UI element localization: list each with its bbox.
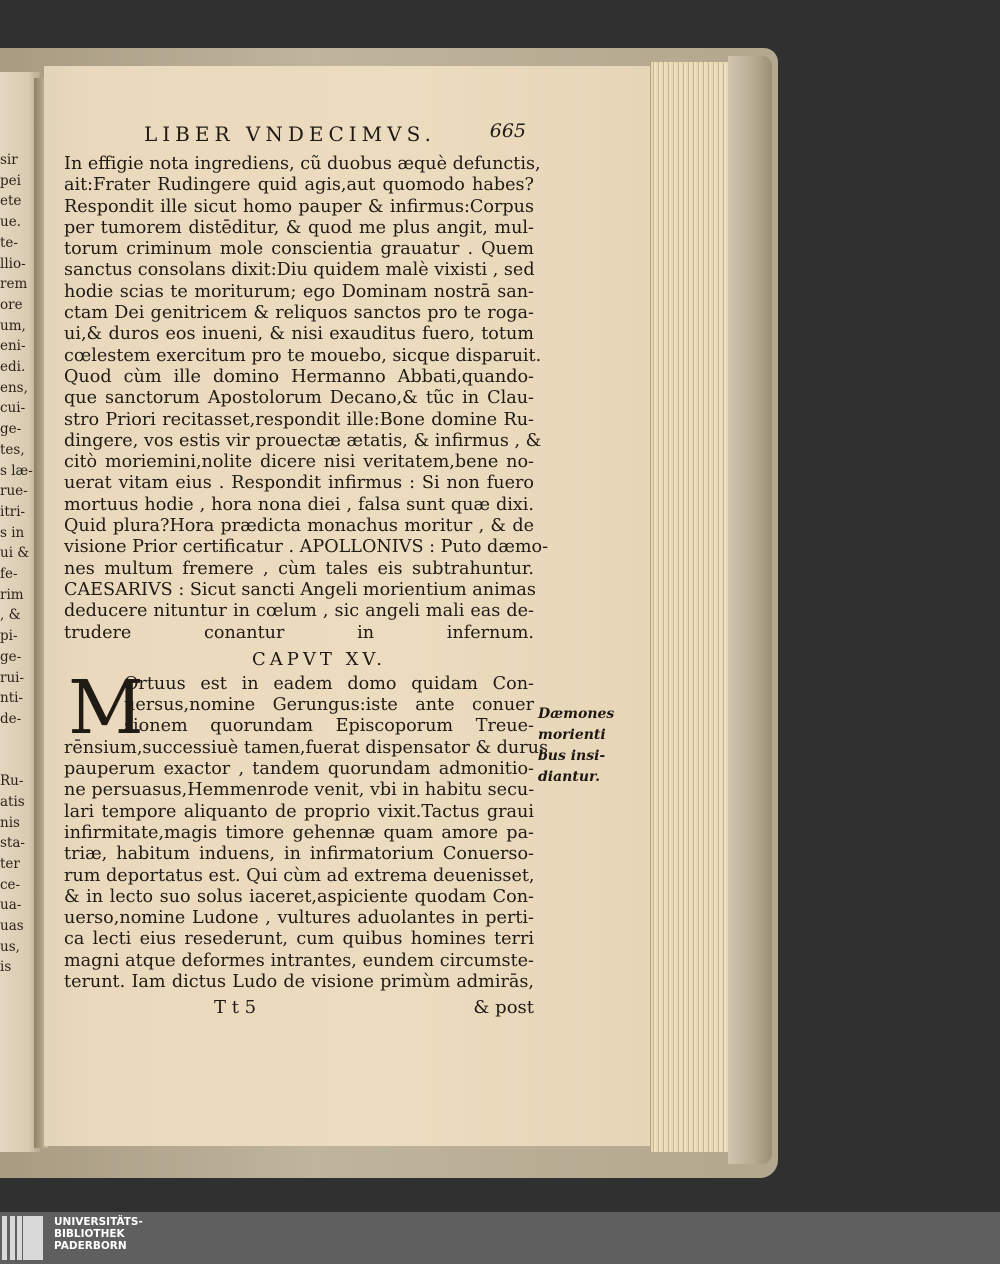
left-page-fragment: atis [0,793,25,810]
left-page-fragment: ua- [0,897,22,914]
left-page-fragment: us, [0,938,20,955]
text-line: hodie scias te moriturum; ego Dominam nostrā san- [64,281,534,302]
marginal-note [538,704,628,788]
left-page-fragment: pei [0,172,21,189]
left-page-fragment: ens, [0,379,28,396]
text-line: Ortuus est in eadem domo quidam Con- [124,673,534,694]
text-line: uerso,nomine Ludone , vultures aduolantes in perti- [64,908,534,929]
signature-mark: T t 5 [214,997,257,1019]
left-page-fragment: nti- [0,690,23,707]
text-line: In effigie nota ingrediens, cũ duobus æquè defunctis, [64,154,541,174]
left-page-fragment: llio- [0,255,26,272]
library-name-line: PADERBORN [54,1240,127,1252]
left-page-fragment: s in [0,524,25,541]
left-page-fragment: rui- [0,669,25,686]
text-line: pauperum exactor , tandem quorundam admonitio- [64,759,534,780]
marginal-note-line: morienti [538,727,606,743]
text-line: & in lecto suo solus iaceret,aspiciente quodam Con- [64,886,534,907]
chapter-heading: CAPVT XV. [252,648,386,670]
left-page-fragment: ete [0,193,22,210]
left-page-fragment: ui & [0,545,30,562]
left-page-fragment: sir [0,152,18,168]
drop-cap: M [68,664,144,751]
text-line: stro Priori recitasset,respondit ille:Bone domine Ru- [64,409,534,430]
left-page-fragment: te- [0,234,18,251]
left-page-fragment: is [0,959,12,976]
text-line: dingere, vos estis vir prouectæ ætatis, & infirmus , & [64,430,542,451]
text-line: Quod cùm ille domino Hermanno Abbati,quando- [64,366,534,387]
left-page-fragment: uas [0,918,24,935]
text-line: ctam Dei genitricem & reliquos sanctos pro te roga- [64,303,534,324]
text-line: lari tempore aliquanto de proprio vixit.Tactus graui [64,801,534,822]
text-line: que sanctorum Apostolorum Decano,& tũc in Clau- [64,388,534,409]
page-footer-line [64,995,534,1021]
back-cover-edge [728,56,772,1164]
text-line: trudere conantur in infernum. [64,622,534,643]
left-page-fragment: um, [0,317,26,334]
text-line: rum deportatus est. Qui cùm ad extrema deuenisset, [64,865,535,886]
page-number: 665 [489,120,526,142]
left-page-fragment: ge- [0,421,22,438]
text-line: nes multum fremere , cùm tales eis subtrahuntur. [64,558,534,579]
library-name-line: BIBLIOTHEK [54,1228,125,1240]
running-title: LIBER VNDECIMVS. [144,122,436,146]
chapter-text [64,664,549,993]
text-line: visione Prior certificatur . APOLLONIVS : Puto dæmo- [64,537,549,558]
logo-bar [2,1216,7,1260]
left-page-fragment: rim [0,586,24,603]
left-page-fragment: pi- [0,628,18,645]
text-line: magni atque deformes intrantes, eundem circumste- [64,950,534,971]
library-logo-icon [2,1216,46,1260]
text-line: uersus,nomine Gerungus:iste ante conuer [124,695,534,716]
left-page-fragment: ore [0,296,23,313]
text-line: triæ, habitum induens, in infirmatorium Conuerso- [64,844,534,865]
marginal-note-line: diantur. [538,769,600,785]
library-name [54,1216,143,1252]
text-line: CAESARIVS : Sicut sancti Angeli morientium animas [64,579,536,600]
text-line: sionem quorundam Episcoporum Treue- [124,716,534,737]
text-line: rēnsium,successiuè tamen,fuerat dispensator & durus [64,737,549,758]
library-name-line: UNIVERSITÄTS- [54,1216,143,1228]
left-page-fragment: fe- [0,566,18,583]
text-line: uerat vitam eius . Respondit infirmus : Si non fuero [64,473,534,494]
left-page-fragment: de- [0,710,22,727]
left-page-fragment [0,750,36,771]
left-page-fragment [0,730,36,751]
left-page-fragment: edi. [0,359,26,376]
logo-bar [10,1216,15,1260]
left-page-fragment: ce- [0,876,21,893]
left-page-fragment: rue- [0,483,28,500]
text-line: infirmitate,magis timore gehennæ quam amore pa- [64,822,534,843]
left-page-fragment: ue. [0,214,21,231]
page-text-block [64,118,549,1021]
text-line: sanctus consolans dixit:Diu quidem malè vixisti , sed [64,260,535,281]
text-line: terunt. Iam dictus Ludo de visione primùm admirās, [64,971,534,992]
text-line: ca lecti eius resederunt, cum quibus homines terri [64,929,534,950]
left-page-fragment: itri- [0,503,26,520]
text-line: ait:Frater Rudingere quid agis,aut quomodo habes? [64,175,534,196]
left-page-fragment: ge- [0,648,22,665]
marginal-note-line: Dæmones [538,706,615,722]
left-page-fragment: s læ- [0,462,33,479]
left-page-fragment: nis [0,814,20,831]
left-page-fragment: tes, [0,441,25,458]
left-page-fragment: cui- [0,400,26,417]
library-footer-bar [0,1212,1000,1264]
marginal-note-line: bus insi- [538,748,606,764]
left-page-fragment: eni- [0,338,26,355]
text-line: cœlestem exercitum pro te mouebo, sicque disparuit. [64,345,542,366]
left-page-fragment: sta- [0,835,25,852]
text-line: ne persuasus,Hemmenrode venit, vbi in habitu secu- [64,780,535,801]
left-page-fragment: ter [0,855,20,872]
left-page-fragment: Ru- [0,773,24,790]
logo-bar [17,1216,22,1260]
text-line: mortuus hodie , hora nona diei , falsa sunt quæ dixi. [64,494,534,515]
text-line: citò moriemini,nolite dicere nisi veritatem,bene no- [64,452,534,473]
preceding-chapter-text [64,154,549,644]
left-page-fragment: rem [0,276,28,293]
text-line: torum criminum mole conscientia grauatur . Quem [64,239,534,260]
left-page-fragment: , & [0,607,21,624]
text-line: per tumorem distēditur, & quod me plus angit, mul- [64,217,534,238]
left-page-text-fragments [0,150,36,978]
logo-bar [38,1216,43,1260]
text-line: ui,& duros eos inueni, & nisi exauditus fuero, totum [64,324,534,345]
page-edges [650,62,733,1152]
text-line: Respondit ille sicut homo pauper & infirmus:Corpus [64,196,534,217]
text-line: deducere nituntur in cœlum , sic angeli mali eas de- [64,601,534,622]
catchword: & post [473,997,534,1019]
running-head [64,118,534,154]
text-line: Quid plura?Hora prædicta monachus moritur , & de [64,516,534,537]
